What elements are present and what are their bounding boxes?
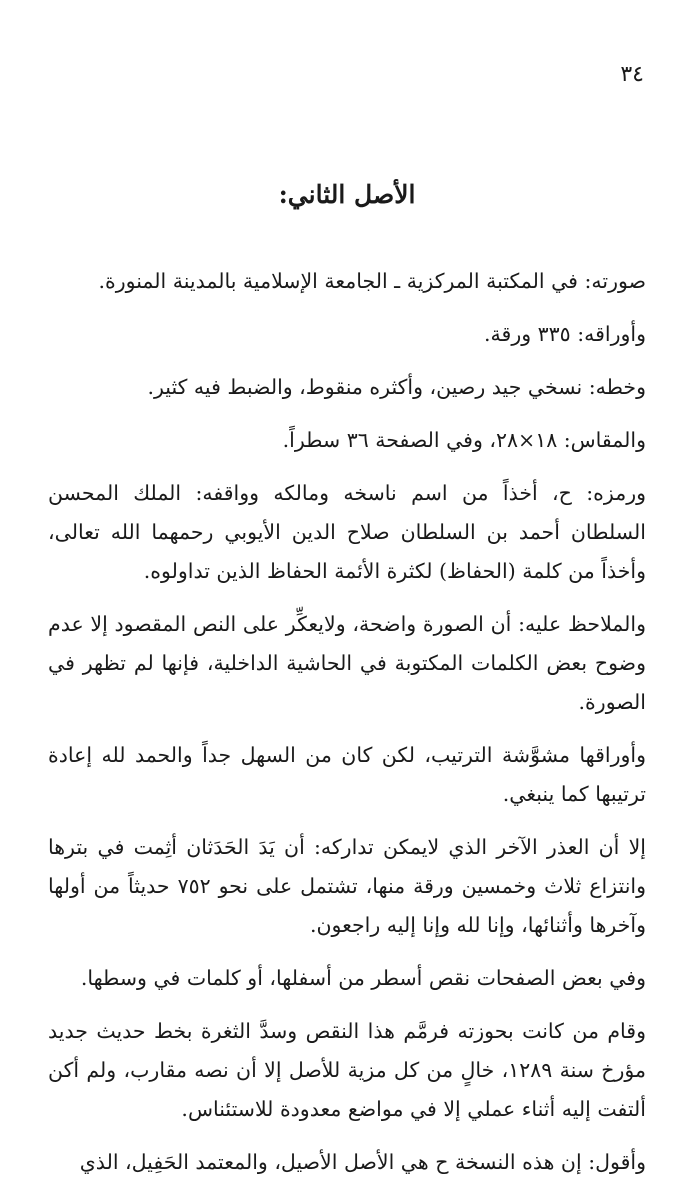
paragraph-source: صورته: في المكتبة المركزية ـ الجامعة الإسلامية بالمدينة المنورة. <box>98 269 646 293</box>
paragraph-loss: إلا أن العذر الآخر الذي لايمكن تداركه: أن يَدَ الحَدَثان أثِمت في بترها وانتزاع ثلاث وخمسين ورقة منها، تشتمل على نحو ٧٥٢ حديثاً من أولها وآخرها وأثنائها، وإنا لله وإنا إليه راجعون. <box>48 835 647 937</box>
paragraph-missing-lines: وفي بعض الصفحات نقص أسطر من أسفلها، أو كلمات في وسطها. <box>80 966 646 990</box>
paragraph-restoration: وقام من كانت بحوزته فرمَّم هذا النقص وسدَّ الثغرة بخط حديث جديد مؤرخ سنة ١٢٨٩، خالٍ من كل مزية للأصل إلا أن نصه مقارب، ولم أكن ألتفت إليه أثناء عملي إلا في مواضع معدودة للاستئناس. <box>48 1019 646 1121</box>
page-number: ٣٤ <box>620 62 644 87</box>
paragraph-script: وخطه: نسخي جيد رصين، وأكثره منقوط، والضبط فيه كثير. <box>147 375 646 399</box>
paragraph-conclusion: وأقول: إن هذه النسخة ح هي الأصل الأصيل، والمعتمد الحَفِيل، الذي <box>79 1150 646 1174</box>
paragraph-order: وأوراقها مشوَّشة الترتيب، لكن كان من السهل جداً والحمد لله إعادة ترتيبها كما ينبغي. <box>48 743 646 806</box>
body-text <box>48 262 646 1182</box>
paragraph-folios: وأوراقه: ٣٣٥ ورقة. <box>484 322 646 346</box>
paragraph-dimensions: والمقاس: ١٨×٢٨، وفي الصفحة ٣٦ سطراً. <box>282 428 646 452</box>
paragraph-symbol: ورمزه: ح، أخذاً من اسم ناسخه ومالكه وواقفه: الملك المحسن السلطان أحمد بن السلطان صلاح الدين الأيوبي رحمهما الله تعالى، وأخذاً من كلمة (الحفاظ) لكثرة الأئمة الحفاظ الذين تداولوه. <box>48 481 646 583</box>
section-heading: الأصل الثاني: <box>278 180 416 209</box>
paragraph-notes: والملاحظ عليه: أن الصورة واضحة، ولايعكِّر على النص المقصود إلا عدم وضوح بعض الكلمات المكتوبة في الحاشية الداخلية، فإنها لم تظهر في الصورة. <box>48 612 646 714</box>
